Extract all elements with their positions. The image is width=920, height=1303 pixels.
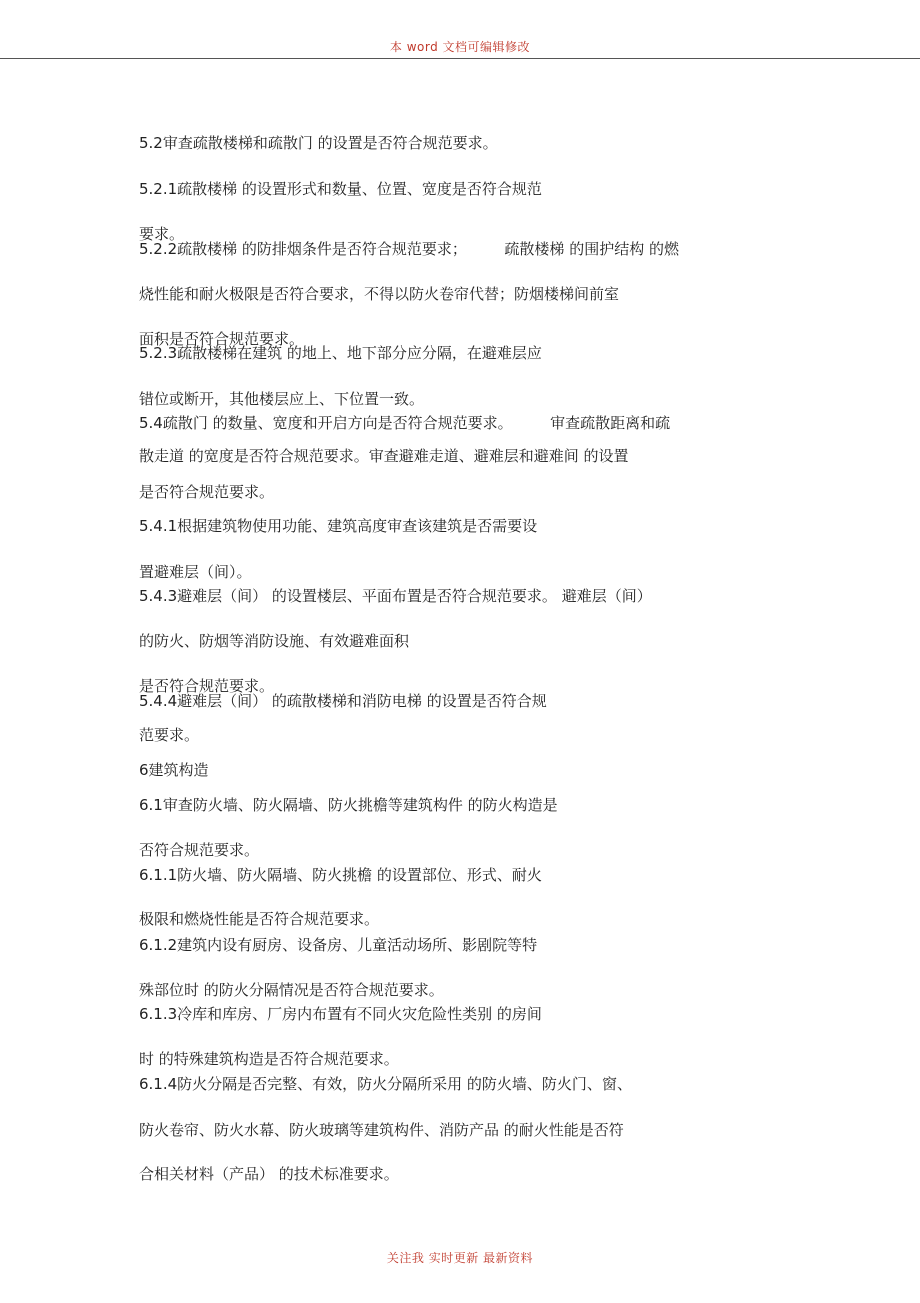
body-line: 要求。 xyxy=(139,225,185,243)
body-line: 置避难层（间）。 xyxy=(139,563,252,581)
body-line: 5.2审查疏散楼梯和疏散门 的设置是否符合规范要求。 xyxy=(139,134,498,152)
body-line: 6.1.3冷库和库房、厂房内布置有不同火灾危险性类别 的房间 xyxy=(139,1005,542,1023)
body-line: 时 的特殊建筑构造是否符合规范要求。 xyxy=(139,1050,399,1068)
body-line: 合相关材料（产品） 的技术标准要求。 xyxy=(139,1165,399,1183)
body-line: 5.2.1疏散楼梯 的设置形式和数量、位置、宽度是否符合规范 xyxy=(139,180,542,198)
body-line: 面积是否符合规范要求。 xyxy=(139,330,305,348)
body-line: 范要求。 xyxy=(139,726,200,744)
body-line: 6.1审查防火墙、防火隔墙、防火挑檐等建筑构件 的防火构造是 xyxy=(139,796,558,814)
header-text: 本 word 文档可编辑修改 xyxy=(389,40,531,54)
body-line: 6.1.2建筑内设有厨房、设备房、儿童活动场所、影剧院等特 xyxy=(139,936,538,954)
body-line: 极限和燃烧性能是否符合规范要求。 xyxy=(139,910,380,928)
body-line: 5.4.1根据建筑物使用功能、建筑高度审查该建筑是否需要设 xyxy=(139,517,538,535)
footer-text: 关注我 实时更新 最新资料 xyxy=(386,1251,534,1265)
body-line: 散走道 的宽度是否符合规范要求。审查避难走道、避难层和避难间 的设置 xyxy=(139,447,629,465)
body-line: 6.1.4防火分隔是否完整、有效，防火分隔所采用 的防火墙、防火门、窗、 xyxy=(139,1075,632,1093)
body-line: 5.4.4避难层（间） 的疏散楼梯和消防电梯 的设置是否符合规 xyxy=(139,692,547,710)
body-line: 6.1.1防火墙、防火隔墙、防火挑檐 的设置部位、形式、耐火 xyxy=(139,866,542,884)
body-line: 是否符合规范要求。 xyxy=(139,677,275,695)
header-divider xyxy=(0,58,920,59)
body-line: 5.2.3疏散楼梯在建筑 的地上、地下部分应分隔，在避难层应 xyxy=(139,344,542,362)
body-line: 否符合规范要求。 xyxy=(139,841,260,859)
body-line: 的防火、防烟等消防设施、有效避难面积 xyxy=(139,632,410,650)
body-line: 殊部位时 的防火分隔情况是否符合规范要求。 xyxy=(139,981,444,999)
body-line: 是否符合规范要求。 xyxy=(139,483,275,501)
section-heading: 6建筑构造 xyxy=(139,761,209,779)
body-line: 5.4.3避难层（间） 的设置楼层、平面布置是否符合规范要求。 避难层（间） xyxy=(139,587,652,605)
body-line: 5.4疏散门 的数量、宽度和开启方向是否符合规范要求。 审查疏散距离和疏 xyxy=(139,414,671,432)
body-line: 烧性能和耐火极限是否符合要求，不得以防火卷帘代替；防烟楼梯间前室 xyxy=(139,285,620,303)
body-line: 5.2.2疏散楼梯 的防排烟条件是否符合规范要求； 疏散楼梯 的围护结构 的燃 xyxy=(139,240,679,258)
body-line: 错位或断开，其他楼层应上、下位置一致。 xyxy=(139,390,425,408)
body-line: 防火卷帘、防火水幕、防火玻璃等建筑构件、消防产品 的耐火性能是否符 xyxy=(139,1121,624,1139)
